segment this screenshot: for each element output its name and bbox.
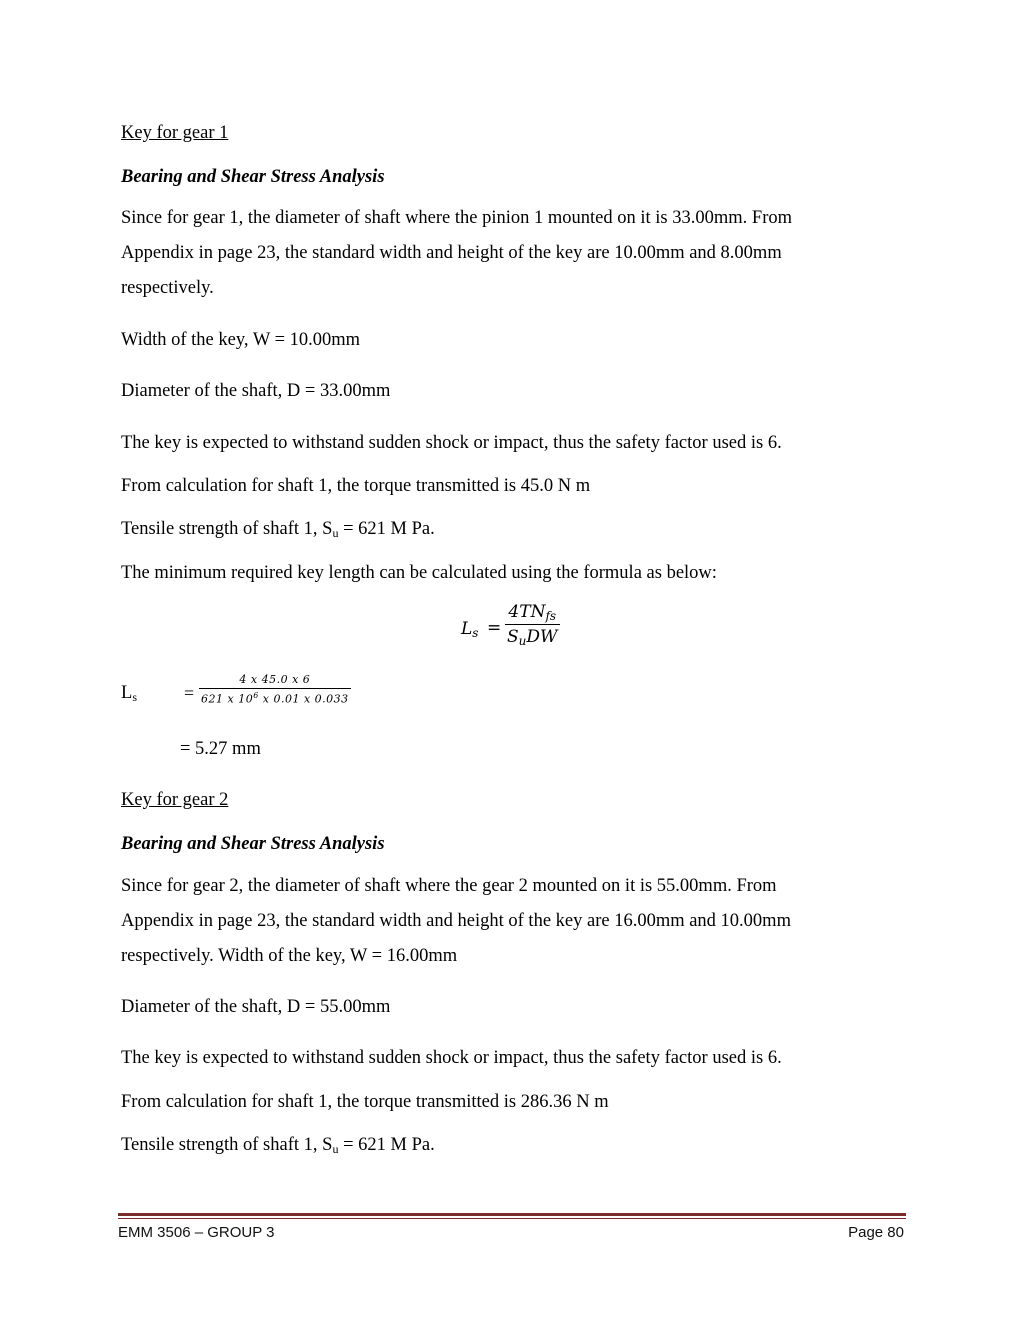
footer-page-number: Page 80 bbox=[848, 1224, 904, 1241]
intro-line: respectively. Width of the key, W = 16.00mm bbox=[121, 946, 458, 966]
calc-denominator-rest: x 0.01 x 0.033 bbox=[258, 692, 349, 706]
subheading-stress-analysis-2: Bearing and Shear Stress Analysis bbox=[121, 834, 385, 854]
formula-lhs-sub: s bbox=[472, 626, 479, 640]
footer-course: EMM 3506 – GROUP 3 bbox=[118, 1224, 275, 1241]
intro-paragraph-2 bbox=[121, 869, 881, 974]
safety-factor-line: The key is expected to withstand sudden shock or impact, thus the safety factor used is 6. bbox=[121, 433, 782, 453]
key-length-formula: $L_s$ = $4TN_{fs}$ $S_uDW$ bbox=[461, 602, 558, 648]
safety-factor-line-2: The key is expected to withstand sudden shock or impact, thus the safety factor used is 6. bbox=[121, 1048, 782, 1068]
subheading-stress-analysis-1: Bearing and Shear Stress Analysis bbox=[121, 167, 385, 187]
tensile-suffix: = 621 M Pa. bbox=[338, 519, 435, 539]
formula-lhs: L bbox=[461, 619, 473, 639]
formula-intro-line: The minimum required key length can be calculated using the formula as below: bbox=[121, 563, 717, 583]
shaft-diameter-line: Diameter of the shaft, D = 33.00mm bbox=[121, 381, 391, 401]
tensile-subscript: u bbox=[332, 1142, 339, 1156]
torque-line-2: From calculation for shaft 1, the torque transmitted is 286.36 N m bbox=[121, 1092, 609, 1112]
shaft-diameter-line-2: Diameter of the shaft, D = 55.00mm bbox=[121, 997, 391, 1017]
calc-denominator bbox=[199, 688, 351, 706]
calc-denominator-base: 621 x 10 bbox=[201, 692, 254, 706]
tensile-prefix: Tensile strength of shaft 1, S bbox=[121, 1135, 333, 1155]
calc-label-text: L bbox=[121, 683, 133, 703]
formula-numerator-sub: fs bbox=[545, 609, 557, 623]
tensile-subscript: u bbox=[332, 526, 339, 540]
intro-line: Appendix in page 23, the standard width and height of the key are 10.00mm and 8.00mm bbox=[121, 243, 782, 263]
formula-denominator-rest: DW bbox=[526, 627, 558, 647]
section-heading-gear-1: Key for gear 1 bbox=[121, 123, 229, 143]
key-width-line: Width of the key, W = 10.00mm bbox=[121, 330, 361, 350]
formula-fraction bbox=[505, 602, 560, 647]
calc-equals: = bbox=[184, 683, 195, 703]
footer-rule-thick bbox=[118, 1213, 906, 1216]
section-heading-gear-2: Key for gear 2 bbox=[121, 790, 229, 810]
tensile-prefix: Tensile strength of shaft 1, S bbox=[121, 519, 333, 539]
tensile-strength-line bbox=[121, 518, 435, 540]
intro-paragraph-1 bbox=[121, 201, 881, 306]
calc-label-sub: s bbox=[132, 690, 137, 704]
calc-numerator: 4 x 45.0 x 6 bbox=[239, 673, 311, 686]
calc-label bbox=[121, 682, 137, 704]
tensile-strength-line-2 bbox=[121, 1134, 435, 1156]
intro-line: Since for gear 1, the diameter of shaft where the pinion 1 mounted on it is 33.00mm. From bbox=[121, 208, 792, 228]
torque-line: From calculation for shaft 1, the torque transmitted is 45.0 N m bbox=[121, 476, 591, 496]
tensile-suffix: = 621 M Pa. bbox=[338, 1135, 435, 1155]
formula-numerator: 4TN bbox=[508, 602, 546, 622]
formula-denominator: S bbox=[507, 627, 519, 647]
calc-result: = 5.27 mm bbox=[180, 739, 261, 759]
intro-line: Since for gear 2, the diameter of shaft where the gear 2 mounted on it is 55.00mm. From bbox=[121, 876, 777, 896]
footer-rule-thin bbox=[118, 1218, 906, 1219]
intro-line: respectively. bbox=[121, 278, 214, 298]
formula-denominator-sub: u bbox=[518, 634, 527, 648]
calc-fraction bbox=[199, 673, 351, 706]
calc-denominator-exp: 6 bbox=[253, 691, 259, 700]
intro-line: Appendix in page 23, the standard width and height of the key are 16.00mm and 10.00mm bbox=[121, 911, 791, 931]
